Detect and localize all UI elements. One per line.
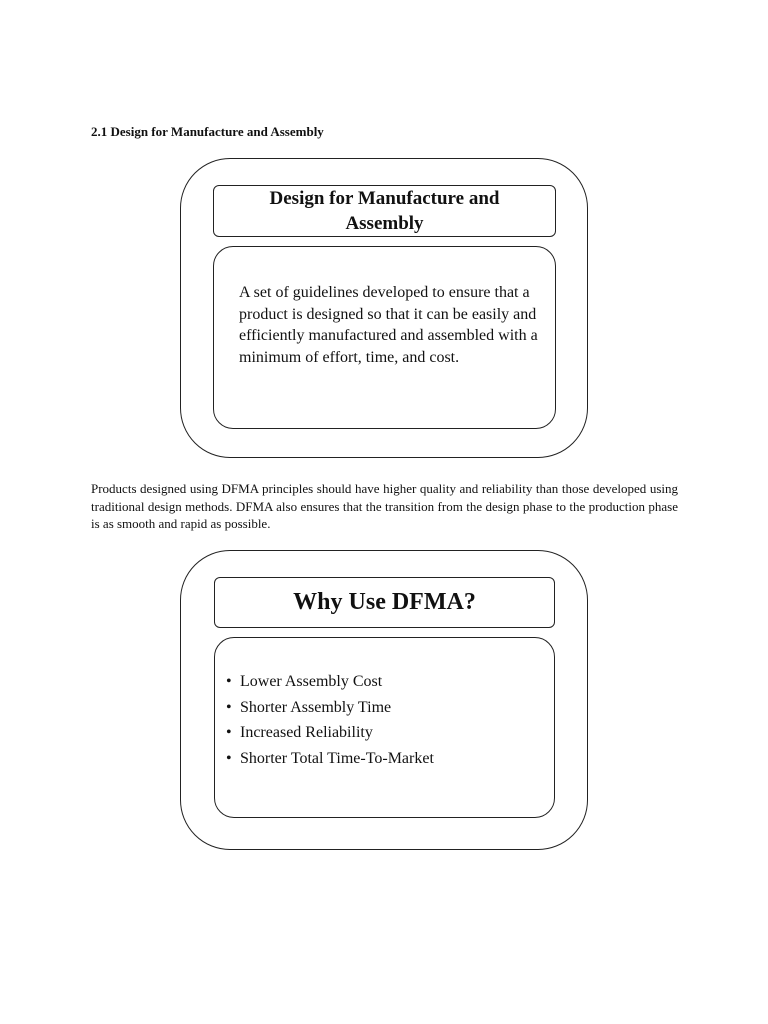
bullet-icon: •	[226, 724, 232, 741]
list-item-text: Increased Reliability	[240, 724, 373, 741]
dfma-paragraph: Products designed using DFMA principles should have higher quality and reliability than those developed using traditional design methods. DFMA also ensures that the transition from the design phase to the production phase is as smooth and rapid as possible.	[91, 481, 678, 531]
list-item	[226, 720, 434, 746]
dfma-definition-text: A set of guidelines developed to ensure that a product is designed so that it can be easily and efficiently manufactured and assembled with a minimum of effort, time, and cost.	[239, 284, 538, 366]
dfma-definition-title: Design for Manufacture and Assembly	[213, 185, 556, 237]
why-dfma-bullet-list	[226, 669, 434, 771]
why-dfma-title: Why Use DFMA?	[214, 577, 555, 628]
list-item-text: Shorter Total Time-To-Market	[240, 749, 434, 767]
section-heading: 2.1 Design for Manufacture and Assembly	[91, 124, 324, 139]
list-item-text: Shorter Assembly Time	[240, 698, 392, 716]
list-item	[226, 746, 434, 772]
list-item	[226, 669, 434, 695]
bullet-icon: •	[226, 749, 232, 767]
bullet-icon: •	[226, 698, 232, 716]
list-item	[226, 695, 434, 721]
bullet-icon: •	[226, 673, 232, 690]
list-item-text: Lower Assembly Cost	[240, 673, 383, 690]
